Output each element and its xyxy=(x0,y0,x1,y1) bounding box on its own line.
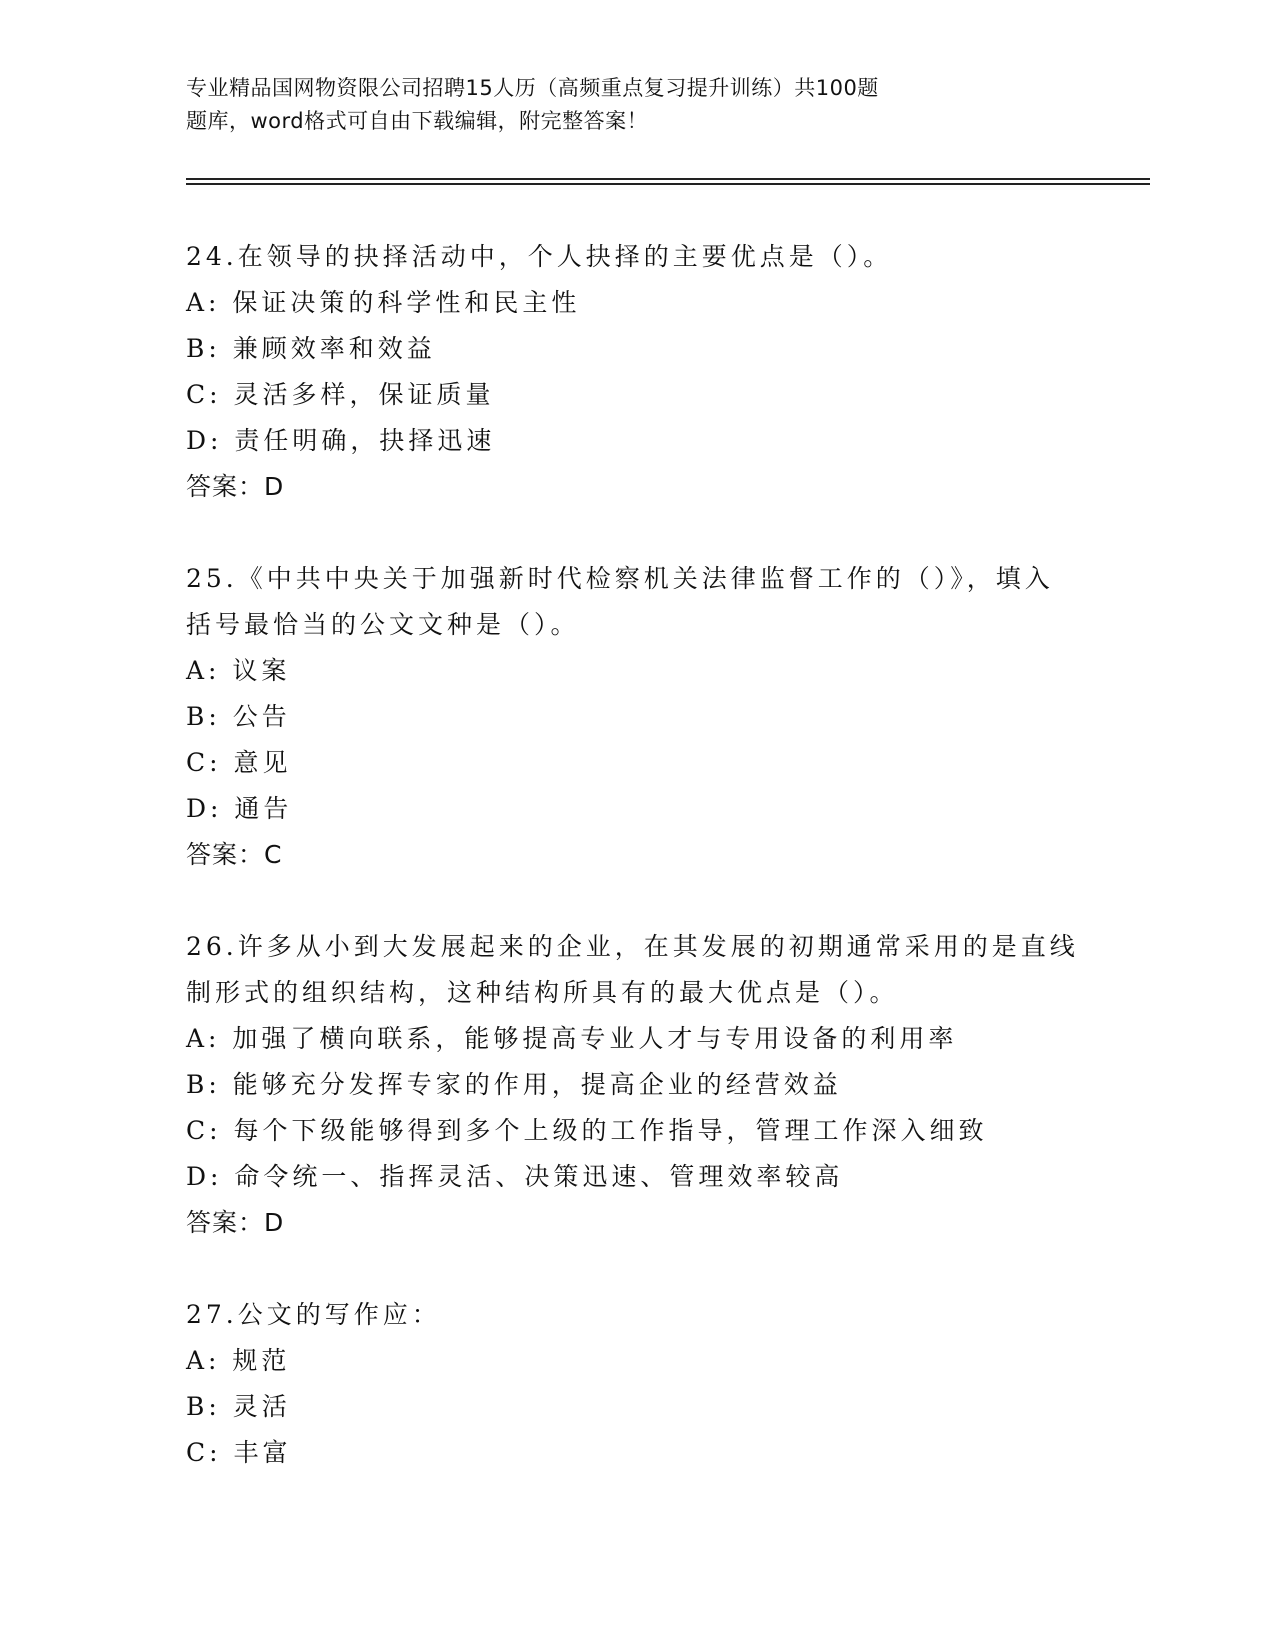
answer: 答案：D xyxy=(186,472,285,501)
question-list xyxy=(186,234,1086,1522)
option-b: B: 能够充分发挥专家的作用，提高企业的经营效益 xyxy=(186,1070,842,1099)
option-d: D: 责任明确，抉择迅速 xyxy=(186,426,496,455)
header-divider-top xyxy=(186,178,1150,180)
question-line: 26.许多从小到大发展起来的企业，在其发展的初期通常采用的是直线 xyxy=(186,932,1079,961)
option-a: A: 加强了横向联系，能够提高专业人才与专用设备的利用率 xyxy=(186,1024,958,1053)
question-line: 制形式的组织结构，这种结构所具有的最大优点是（）。 xyxy=(186,978,899,1007)
question-text xyxy=(186,234,1086,280)
question-line: 25.《中共中央关于加强新时代检察机关法律监督工作的（）》，填入 xyxy=(186,564,1054,593)
question-line: 27.公文的写作应： xyxy=(186,1300,441,1329)
option-c: C: 每个下级能够得到多个上级的工作指导，管理工作深入细致 xyxy=(186,1116,988,1145)
header-line-1: 专业精品国网物资限公司招聘15人历（高频重点复习提升训练）共100题 xyxy=(186,76,879,100)
question-text xyxy=(186,556,1086,648)
answer: 答案：C xyxy=(186,840,283,869)
option-a: A: 议案 xyxy=(186,656,291,685)
option-b: B: 灵活 xyxy=(186,1392,291,1421)
question-text xyxy=(186,1292,1086,1338)
option-b: B: 公告 xyxy=(186,702,291,731)
header-line-2: 题库，word格式可自由下载编辑，附完整答案！ xyxy=(186,109,649,133)
answer: 答案：D xyxy=(186,1208,285,1237)
option-d: D: 通告 xyxy=(186,794,293,823)
document-header xyxy=(186,72,1066,138)
question-line: 括号最恰当的公文文种是（）。 xyxy=(186,610,580,639)
question-24 xyxy=(186,234,1086,510)
option-b: B: 兼顾效率和效益 xyxy=(186,334,436,363)
option-a: A: 保证决策的科学性和民主性 xyxy=(186,288,581,317)
question-25 xyxy=(186,556,1086,878)
header-divider-bottom xyxy=(186,183,1150,185)
option-d: D: 命令统一、指挥灵活、决策迅速、管理效率较高 xyxy=(186,1162,844,1191)
question-27 xyxy=(186,1292,1086,1476)
option-c: C: 丰富 xyxy=(186,1438,292,1467)
option-c: C: 灵活多样，保证质量 xyxy=(186,380,495,409)
question-text xyxy=(186,924,1086,1016)
option-c: C: 意见 xyxy=(186,748,292,777)
question-26 xyxy=(186,924,1086,1246)
option-a: A: 规范 xyxy=(186,1346,291,1375)
question-line: 24.在领导的抉择活动中，个人抉择的主要优点是（）。 xyxy=(186,242,893,271)
